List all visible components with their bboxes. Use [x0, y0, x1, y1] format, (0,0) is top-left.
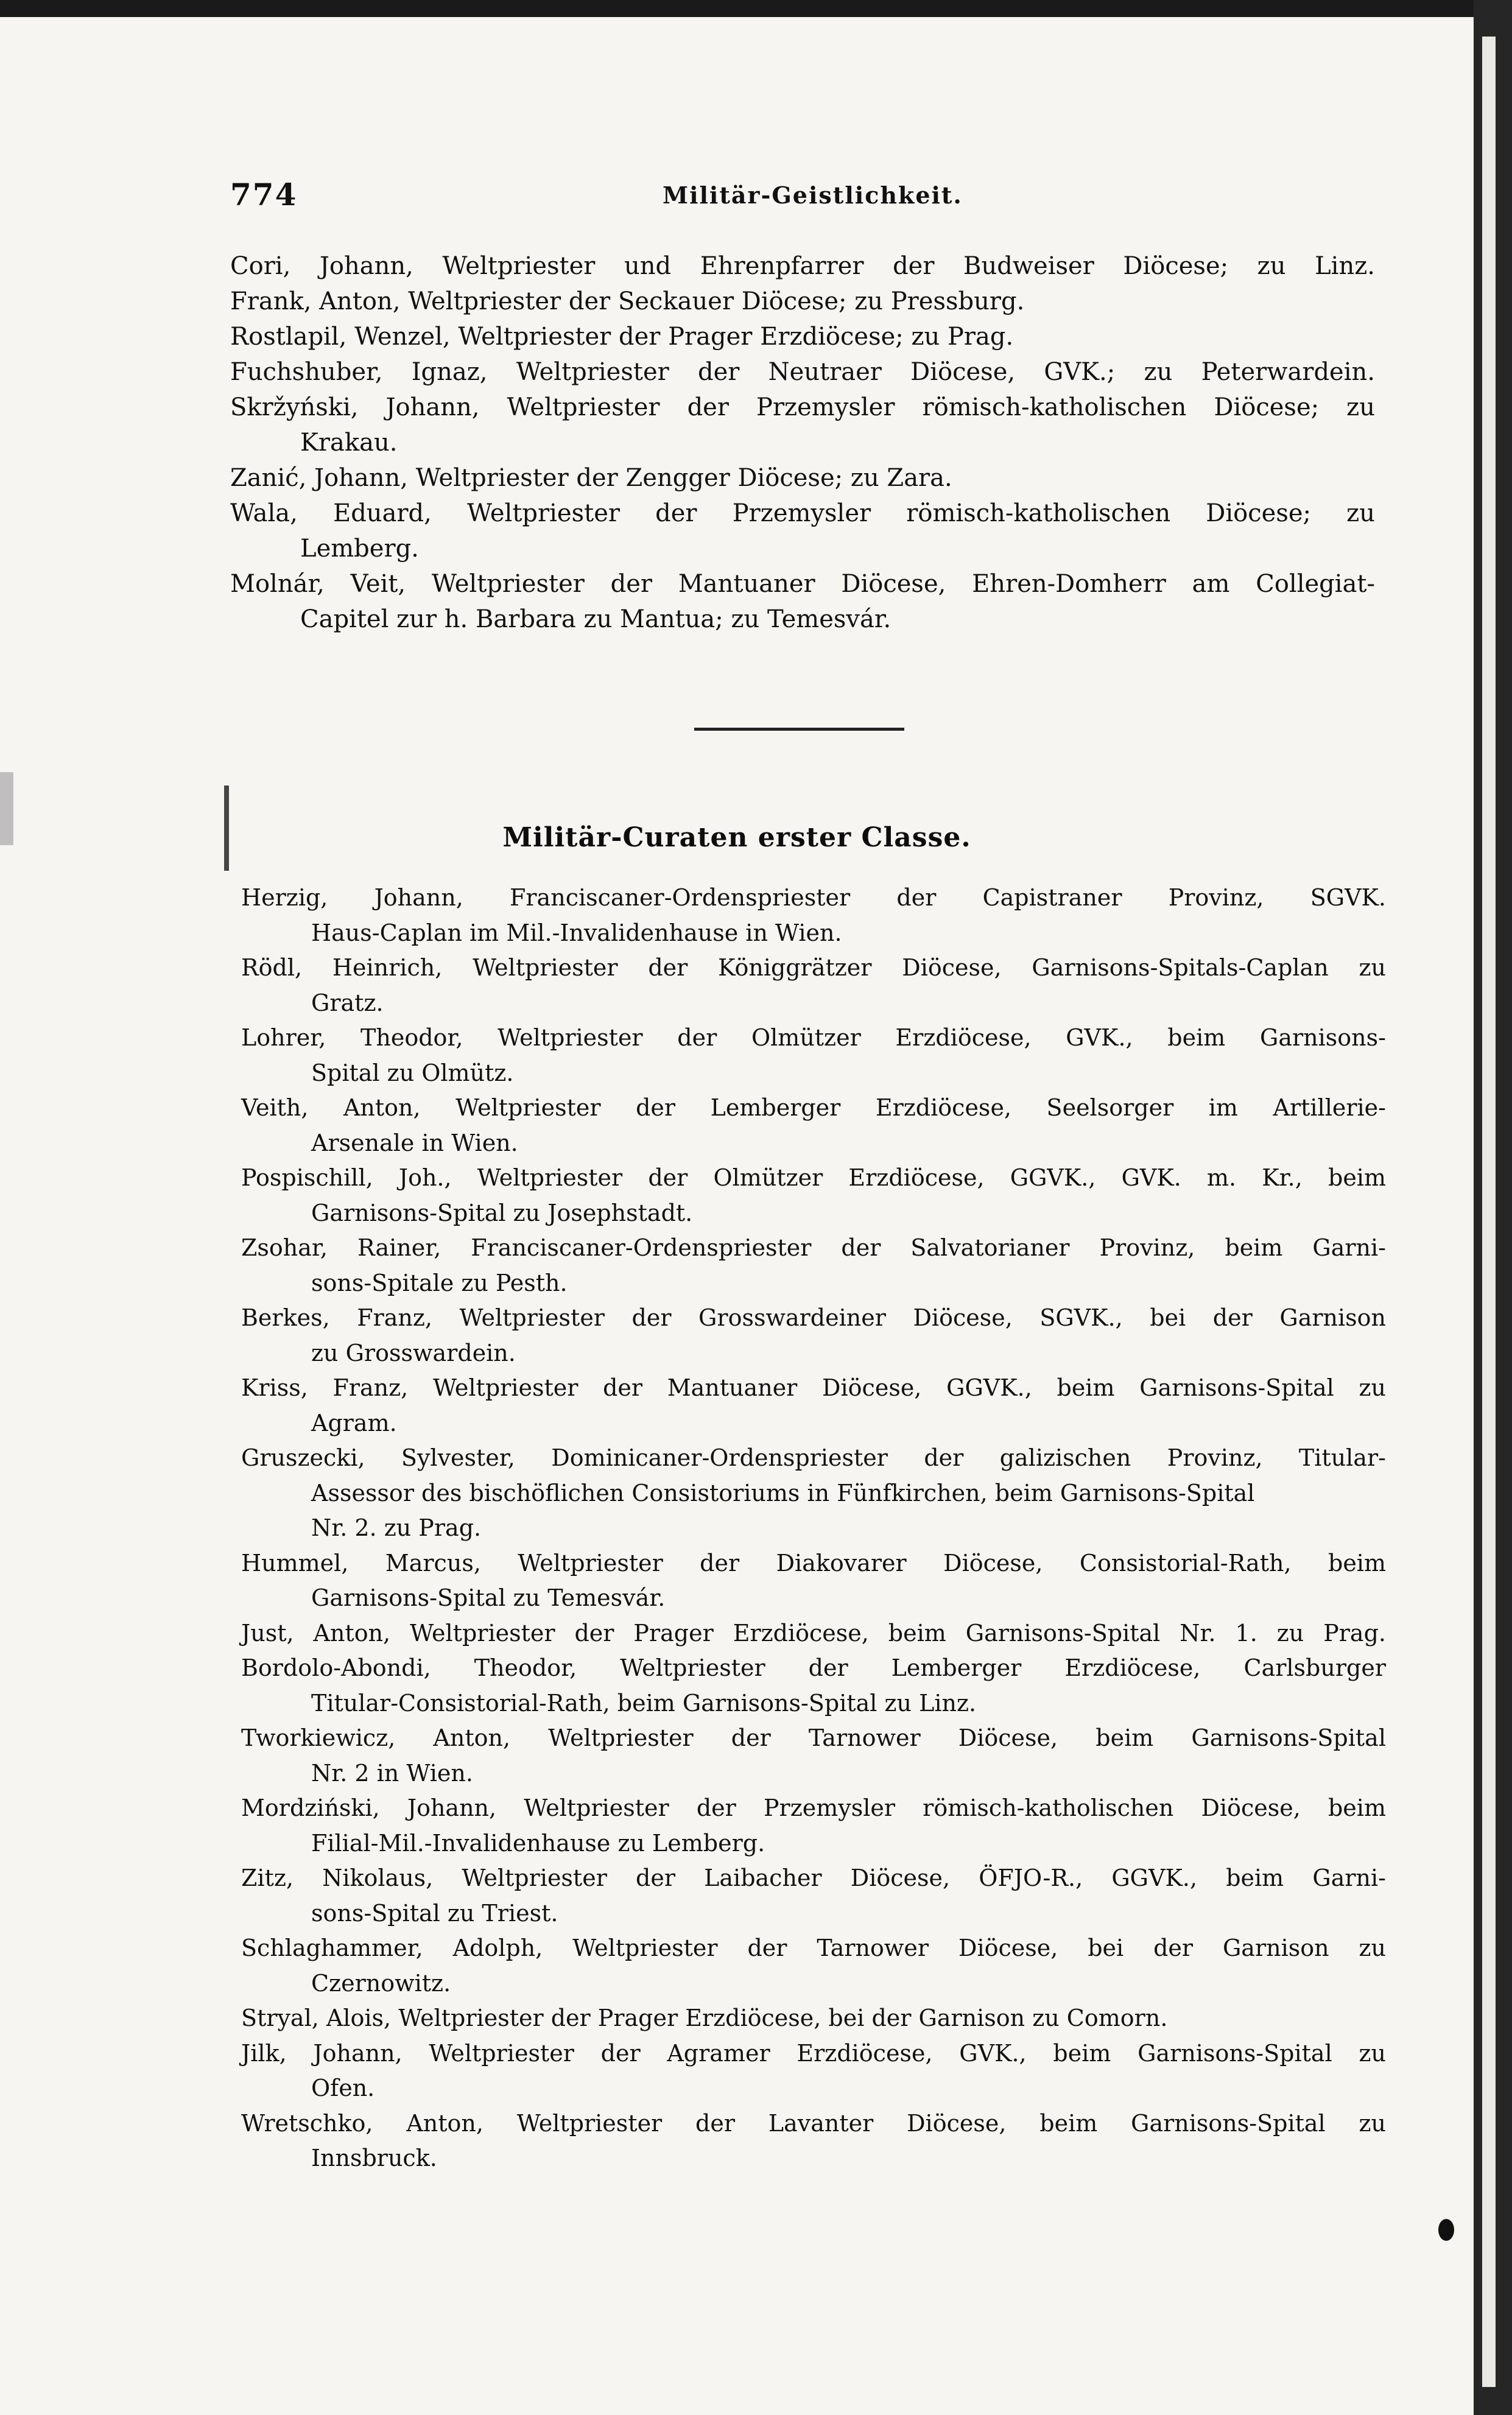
list-item [241, 1616, 1386, 1651]
entry-line: Rostlapil, Wenzel, Weltpriester der Prager Erzdiöcese; zu Prag. [230, 323, 1014, 351]
entry-continuation: Titular-Consistorial-Rath, beim Garnisons-Spital zu Linz. [311, 1689, 977, 1717]
entry-line: Bordolo-Abondi, Theodor, Weltpriester der Lemberger Erzdiöcese, Carlsburger [241, 1654, 1386, 1681]
entry-continuation: Assessor des bischöflichen Consistoriums in Fünfkirchen, beim Garnisons-Spital [311, 1479, 1255, 1506]
entry-line: Schlaghammer, Adolph, Weltpriester der Tarnower Diöcese, bei der Garnison zu [241, 1935, 1386, 1961]
entry-line: Berkes, Franz, Weltpriester der Grosswardeiner Diöcese, SGVK., bei der Garnison [241, 1304, 1386, 1331]
entry-line: Herzig, Johann, Franciscaner-Ordenspriester der Capistraner Provinz, SGVK. [241, 884, 1386, 911]
list-item [241, 951, 1386, 1021]
list-item [241, 1791, 1386, 1861]
list-item [230, 248, 1375, 284]
list-item [230, 319, 1375, 354]
list-item [241, 1371, 1386, 1441]
book-page [0, 17, 1474, 2415]
next-page-edge [1482, 37, 1496, 2387]
entry-line: Zsohar, Rainer, Franciscaner-Ordenspriester der Salvatorianer Provinz, beim Garni- [241, 1234, 1386, 1261]
list-item [241, 2036, 1386, 2106]
entry-line: Just, Anton, Weltpriester der Prager Erzdiöcese, beim Garnisons-Spital Nr. 1. zu Prag. [241, 1619, 1386, 1647]
entry-continuation: Arsenale in Wien. [311, 1129, 518, 1156]
list-item [230, 566, 1375, 637]
list-item [241, 1441, 1386, 1546]
entry-continuation: Krakau. [300, 429, 398, 457]
entry-continuation: Nr. 2. zu Prag. [311, 1514, 482, 1541]
list-item [241, 1301, 1386, 1371]
entry-line: Fuchshuber, Ignaz, Weltpriester der Neutraer Diöcese, GVK.; zu Peterwardein. [230, 358, 1375, 386]
entry-continuation: zu Grosswardein. [311, 1339, 516, 1366]
list-item [241, 1021, 1386, 1091]
list-item [230, 390, 1375, 460]
list-item [241, 1931, 1386, 2001]
entry-line: Stryal, Alois, Weltpriester der Prager Erzdiöcese, bei der Garnison zu Comorn. [241, 2005, 1168, 2031]
list-item [230, 460, 1375, 496]
section-divider [694, 728, 904, 731]
list-item [241, 1231, 1386, 1301]
list-item [241, 1721, 1386, 1791]
list-item [230, 284, 1375, 319]
entry-continuation: Ofen. [311, 2075, 375, 2101]
entry-line: Wretschko, Anton, Weltpriester der Lavanter Diöcese, beim Garnisons-Spital zu [241, 2109, 1386, 2137]
entry-continuation: sons-Spitale zu Pesth. [311, 1269, 568, 1296]
entry-line: Tworkiewicz, Anton, Weltpriester der Tarnower Diöcese, beim Garnisons-Spital [241, 1724, 1386, 1751]
entry-continuation: Garnisons-Spital zu Josephstadt. [311, 1199, 693, 1226]
entry-line: Skržyński, Johann, Weltpriester der Przemysler römisch-katholischen Diöcese; zu [230, 393, 1375, 421]
list-item [241, 1091, 1386, 1161]
list-item [230, 354, 1375, 390]
entry-line: Frank, Anton, Weltpriester der Seckauer Diöcese; zu Pressburg. [230, 287, 1025, 315]
entry-continuation: Spital zu Olmütz. [311, 1059, 514, 1086]
list-item [241, 2001, 1386, 2036]
list-item [241, 2106, 1386, 2176]
entry-line: Jilk, Johann, Weltpriester der Agramer Erzdiöcese, GVK., beim Garnisons-Spital zu [241, 2039, 1386, 2067]
page-number: 774 [230, 177, 298, 213]
entry-line: Wala, Eduard, Weltpriester der Przemysler römisch-katholischen Diöcese; zu [230, 499, 1375, 527]
entry-continuation: Garnisons-Spital zu Temesvár. [311, 1584, 666, 1611]
entry-continuation: Filial-Mil.-Invalidenhause zu Lemberg. [311, 1829, 765, 1857]
entry-line: Hummel, Marcus, Weltpriester der Diakovarer Diöcese, Consistorial-Rath, beim [241, 1549, 1386, 1577]
entry-line: Zitz, Nikolaus, Weltpriester der Laibacher Diöcese, ÖFJO-R., GGVK., beim Garni- [241, 1865, 1386, 1891]
scan-right-edge [1474, 0, 1512, 2415]
list-item [241, 1546, 1386, 1616]
entry-continuation: sons-Spital zu Triest. [311, 1899, 558, 1927]
list-item [241, 881, 1386, 951]
entry-continuation: Innsbruck. [311, 2145, 437, 2171]
scan-top-edge [0, 0, 1512, 17]
entry-line: Veith, Anton, Weltpriester der Lemberger Erzdiöcese, Seelsorger im Artillerie- [241, 1094, 1386, 1121]
entry-line: Mordziński, Johann, Weltpriester der Przemysler römisch-katholischen Diöcese, beim [241, 1795, 1386, 1821]
running-title: Militär-Geistlichkeit. [663, 181, 963, 209]
entry-continuation: Nr. 2 in Wien. [311, 1759, 473, 1787]
entry-continuation: Capitel zur h. Barbara zu Mantua; zu Temesvár. [300, 605, 891, 633]
entry-line: Lohrer, Theodor, Weltpriester der Olmützer Erzdiöcese, GVK., beim Garnisons- [241, 1024, 1386, 1051]
list-item [241, 1161, 1386, 1231]
entry-line: Cori, Johann, Weltpriester und Ehrenpfarrer der Budweiser Diöcese; zu Linz. [230, 252, 1375, 280]
page-header [230, 177, 1387, 219]
entry-line: Kriss, Franz, Weltpriester der Mantuaner Diöcese, GGVK., beim Garnisons-Spital zu [241, 1374, 1386, 1401]
entry-continuation: Lemberg. [300, 535, 419, 563]
entry-line: Gruszecki, Sylvester, Dominicaner-Ordenspriester der galizischen Provinz, Titular- [241, 1444, 1386, 1471]
entry-list-curaten [241, 881, 1386, 2176]
entry-line: Zanić, Johann, Weltpriester der Zengger Diöcese; zu Zara. [230, 464, 952, 492]
entry-continuation: Agram. [311, 1409, 397, 1436]
entry-line: Rödl, Heinrich, Weltpriester der Königgrätzer Diöcese, Garnisons-Spitals-Caplan zu [241, 954, 1386, 981]
entry-line: Pospischill, Joh., Weltpriester der Olmützer Erzdiöcese, GGVK., GVK. m. Kr., beim [241, 1164, 1386, 1191]
section-heading: Militär-Curaten erster Classe. [502, 822, 971, 853]
ink-dot-mark [1438, 2219, 1454, 2241]
entry-continuation: Gratz. [311, 989, 384, 1016]
list-item [241, 1861, 1386, 1931]
list-item [241, 1651, 1386, 1721]
entry-continuation: Czernowitz. [311, 1969, 451, 1997]
entry-list-first [230, 248, 1375, 637]
entry-continuation: Haus-Caplan im Mil.-Invalidenhause in Wien. [311, 919, 842, 946]
entry-line: Molnár, Veit, Weltpriester der Mantuaner Diöcese, Ehren-Domherr am Collegiat- [230, 570, 1375, 598]
list-item [230, 496, 1375, 566]
